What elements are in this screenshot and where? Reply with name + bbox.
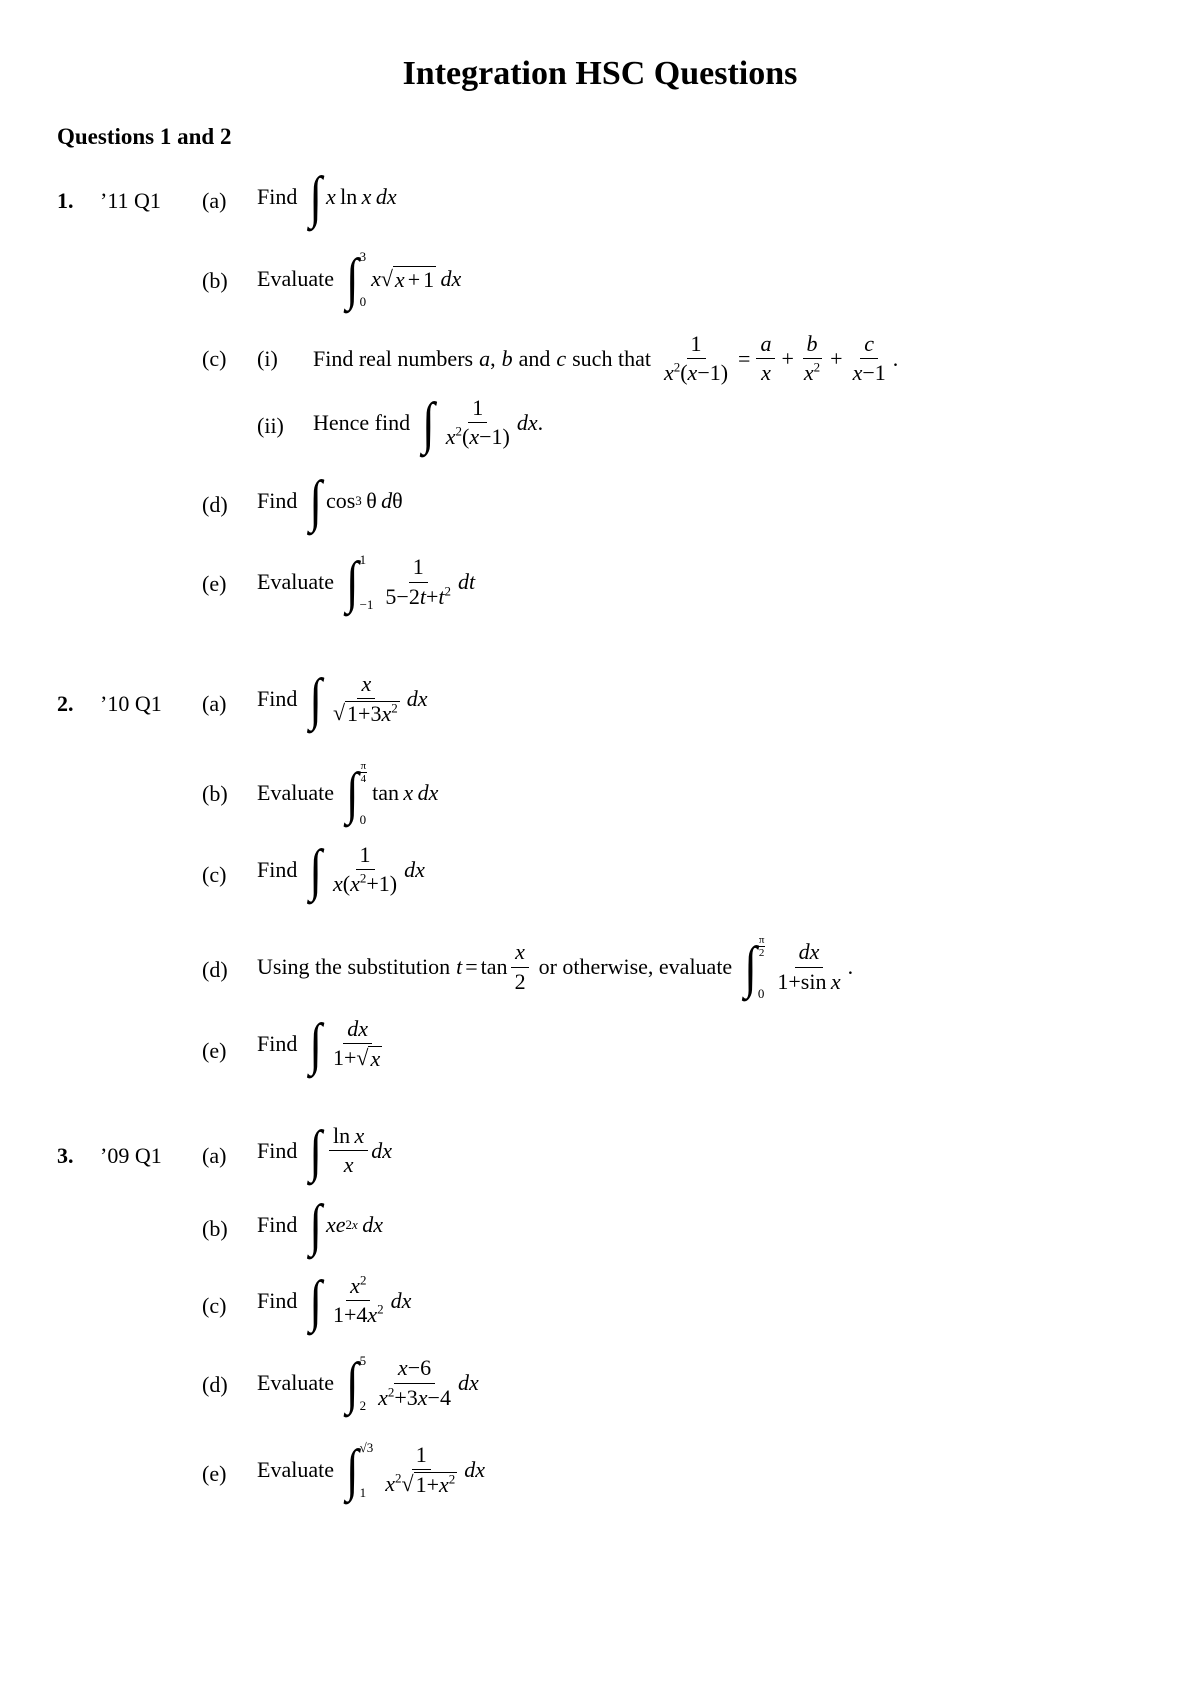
q2-a-body	[257, 666, 428, 731]
q2-a-label: (a)	[202, 691, 227, 716]
q3-d-label: (d)	[202, 1372, 228, 1397]
q2-b-text: Evaluate	[257, 780, 334, 805]
q1-d-text: Find	[257, 488, 298, 513]
q2-d-lower-limit: 0	[757, 986, 765, 1001]
q1-c-ii-label: (ii)	[257, 413, 284, 438]
q1-d-label: (d)	[202, 492, 228, 517]
question-1-number: 1.	[57, 188, 74, 213]
q1-e-upper-limit: 1	[359, 552, 367, 567]
q3-a-label: (a)	[202, 1143, 227, 1168]
q2-d-upper-den: 2	[758, 947, 765, 960]
q3-c-body	[257, 1268, 412, 1332]
page-title: Integration HSC Questions	[402, 55, 798, 92]
q1-a-body	[257, 164, 397, 229]
q1-d-body	[257, 468, 403, 533]
q2-c-label: (c)	[202, 862, 227, 887]
q3-c-text: Find	[257, 1287, 298, 1313]
q2-b-label: (b)	[202, 781, 228, 806]
q2-a-text: Find	[257, 686, 298, 712]
q3-b-body	[257, 1192, 383, 1257]
q2-d-integral: ∫ $\frac{\pi}{2}$ 0 $\frac{dx}{\text{1+sin x}}$ .	[744, 934, 854, 1001]
q2-c-integral: ∫ $\frac{1}{x(x^2+1)}$ dx	[309, 837, 425, 901]
q3-c-integral: ∫ $\frac{x^2}{1+4x^2}$ dx	[309, 1268, 412, 1332]
q1-e-label: (e)	[202, 571, 227, 596]
q3-d-lower-limit: 2	[359, 1398, 367, 1413]
q3-d-integral: ∫ 5 2 $\frac{x-6}{x^2+3x-4}$ dx	[345, 1350, 479, 1415]
q2-d-text2: or otherwise, evaluate	[538, 954, 733, 979]
q2-b-body	[257, 760, 438, 826]
q2-e-body	[257, 1011, 389, 1076]
q1-c-ii-integral: ∫ $\frac{1}{x^2(x-1)}$ dx .	[422, 390, 544, 454]
q2-d-upper-num: π	[758, 934, 765, 946]
section-heading: Questions 1 and 2	[57, 124, 232, 149]
q3-d-text: Evaluate	[257, 1370, 334, 1395]
q3-b-integral: ∫ xe 2x dx	[309, 1192, 383, 1257]
q2-d-label: (d)	[202, 957, 228, 982]
q3-e-lower-limit: 1	[359, 1485, 367, 1500]
q3-c-label: (c)	[202, 1293, 227, 1318]
question-1-source: ’11 Q1	[100, 188, 161, 213]
q1-c-i-and: and	[518, 345, 551, 371]
q1-b-integral: ∫ 3 0 x √ x + 1 dx	[345, 246, 462, 311]
q3-e-upper-limit: √3	[359, 1440, 374, 1455]
q3-d-body	[257, 1350, 479, 1415]
q1-b-lower-limit: 0	[359, 294, 367, 309]
q2-c-text: Find	[257, 856, 298, 882]
q2-d-body	[257, 934, 853, 1000]
q2-e-text: Find	[257, 1031, 298, 1057]
q3-a-integral: ∫ $\frac{\text{ln x}}{x}$ dx	[309, 1118, 393, 1182]
q2-b-upper-den: 4	[360, 773, 367, 786]
q1-c-ii-text: Hence find	[313, 409, 411, 435]
q3-d-upper-limit: 5	[359, 1353, 367, 1368]
q3-e-label: (e)	[202, 1461, 227, 1486]
q1-b-text: Evaluate	[257, 266, 334, 291]
q3-e-integral: ∫ √3 1 1 $x^2$ √ $1+x^2$ dx	[345, 1437, 486, 1502]
question-3-source: ’09 Q1	[100, 1143, 162, 1168]
q1-b-label: (b)	[202, 268, 228, 293]
q3-b-label: (b)	[202, 1216, 228, 1241]
q1-c-i-body: Find real numbers a , b and c such that $\frac{1}{x^2(x-1)}$ = $\frac{a}{x}$ + $\frac{b}{x^2}$ + $\frac{c}{x-1}$ .	[313, 331, 899, 386]
question-2-source: ’10 Q1	[100, 691, 162, 716]
q1-c-i-text: Find real numbers	[313, 345, 474, 371]
q3-a-text: Find	[257, 1137, 298, 1163]
q1-c-ii-body	[313, 390, 544, 454]
question-3-number: 3.	[57, 1143, 74, 1168]
question-2-number: 2.	[57, 691, 74, 716]
q3-a-body	[257, 1118, 393, 1182]
q2-d-substitution: t = tan $\frac{x}{2}$	[456, 940, 532, 993]
q1-e-text: Evaluate	[257, 569, 334, 594]
q3-e-body	[257, 1437, 486, 1502]
q1-c-label: (c)	[202, 346, 227, 371]
q1-b-body	[257, 246, 462, 311]
q1-c-i-identity: $\frac{1}{x^2(x-1)}$ = $\frac{a}{x}$ + $\frac{b}{x^2}$ + $\frac{c}{x-1}$ .	[663, 331, 899, 386]
q2-b-lower-limit: 0	[359, 812, 367, 827]
q2-b-integral: ∫ $\frac{\pi}{4}$ 0 tan x dx	[345, 760, 439, 827]
q1-b-upper-limit: 3	[359, 249, 367, 264]
q2-e-label: (e)	[202, 1038, 227, 1063]
q2-b-upper-num: π	[360, 760, 367, 772]
q1-a-label: (a)	[202, 188, 227, 213]
q2-e-integral: ∫ dx 1+ √ x	[309, 1011, 381, 1076]
q1-c-i-label: (i)	[257, 346, 278, 371]
q1-a-text: Find	[257, 184, 298, 209]
q1-a-integral: ∫ x ln x dx	[309, 164, 397, 229]
q1-d-integral: ∫ cos 3 θ d θ	[309, 468, 403, 533]
q2-d-text: Using the substitution	[257, 954, 451, 979]
q3-e-text: Evaluate	[257, 1457, 334, 1482]
q1-c-i-such: such that	[572, 345, 651, 371]
q2-a-integral: ∫ x √ $1+3x^2$ dx	[309, 666, 428, 731]
q1-e-body	[257, 549, 476, 614]
q1-e-integral: ∫ 1 −1 $\frac{1}{5-2t+t^2}$ dt	[345, 549, 476, 614]
q3-b-text: Find	[257, 1212, 298, 1237]
q2-c-body	[257, 837, 425, 901]
q1-e-lower-limit: −1	[359, 597, 374, 612]
